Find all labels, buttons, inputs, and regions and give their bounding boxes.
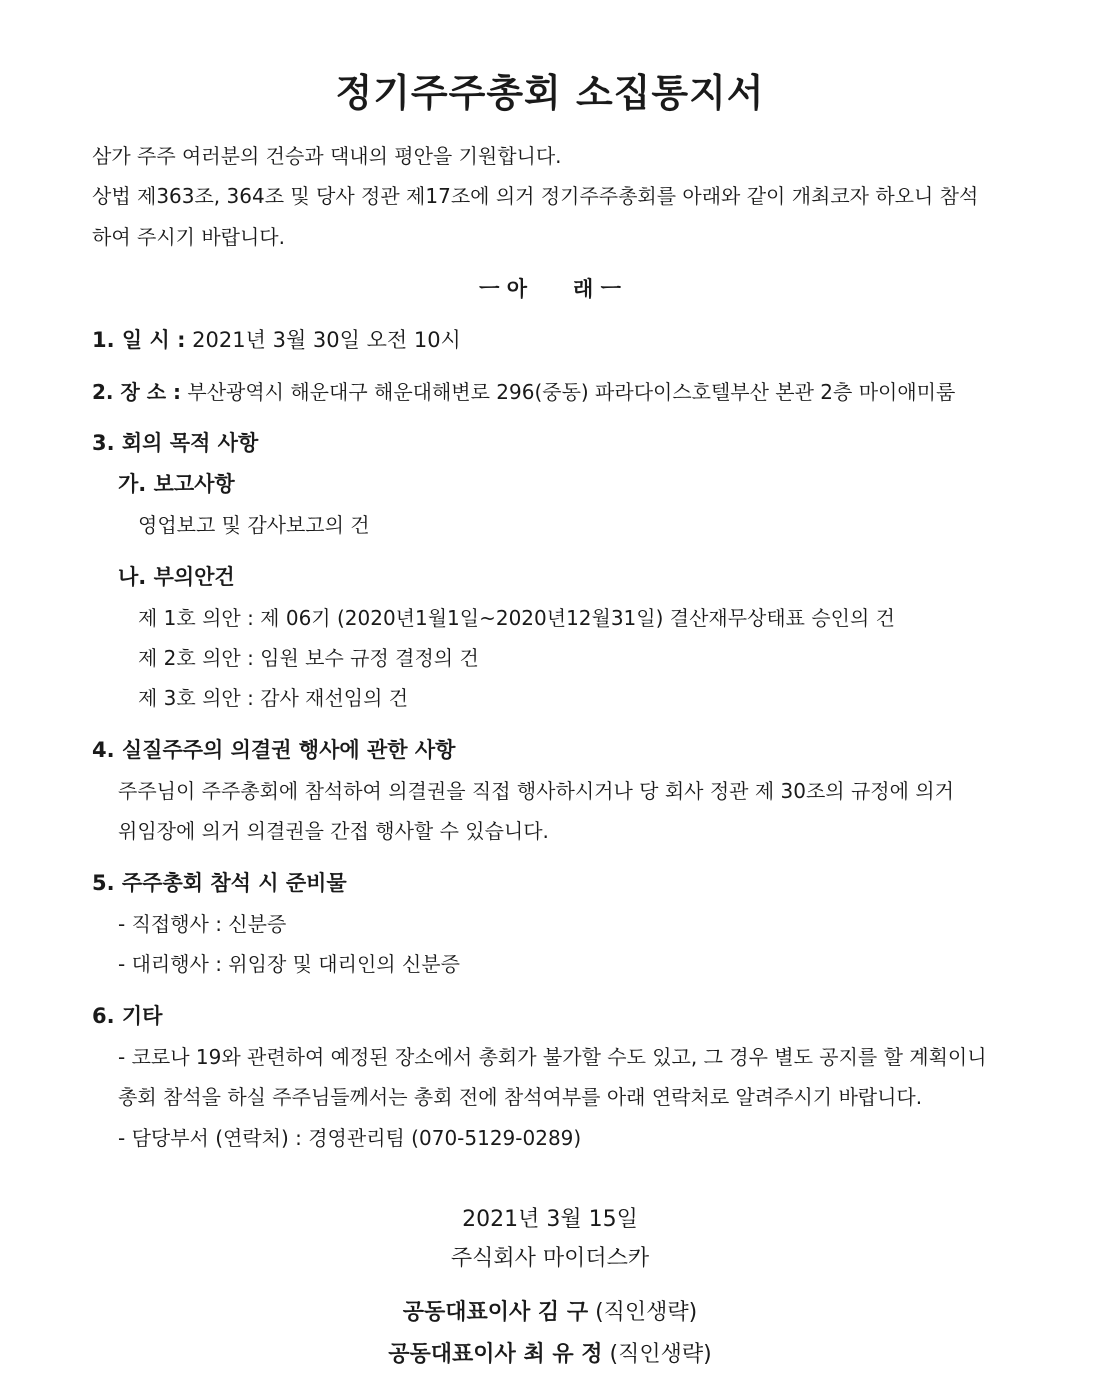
intro-line-2: 상법 제363조, 364조 및 당사 정관 제17조에 의거 정기주주총회를 아래와 같이 개최코자 하오니 참석	[92, 184, 979, 208]
notice-date: 2021년 3월 15일	[462, 1207, 638, 1232]
resolution-item-2: 제 2호 의안 : 임원 보수 규정 결정의 건	[138, 646, 479, 670]
item-datetime-value: 2021년 3월 30일 오전 10시	[185, 328, 461, 352]
item-datetime-label: 1. 일 시 :	[92, 328, 186, 352]
signer-2-name: 공동대표이사 최 유 정	[388, 1342, 603, 1367]
signer-1-name: 공동대표이사 김 구	[402, 1300, 589, 1325]
prep-line-1: - 직접행사 : 신분증	[118, 912, 287, 936]
resolution-item-3: 제 3호 의안 : 감사 재선임의 건	[138, 686, 409, 710]
item-venue	[92, 382, 955, 402]
item-agenda-heading: 3. 회의 목적 사항	[92, 431, 259, 455]
resolution-heading: 나. 부의안건	[118, 565, 235, 589]
document-title: 정기주주총회 소집통지서	[335, 71, 765, 115]
below-marker	[0, 279, 1100, 300]
etc-line-3: - 담당부서 (연락처) : 경영관리팀 (070-5129-0289)	[118, 1126, 582, 1150]
item-venue-label: 2. 장 소 :	[92, 380, 182, 404]
etc-line-1: - 코로나 19와 관련하여 예정된 장소에서 총회가 불가할 수도 있고, 그 경우 별도 공지를 할 계획이니	[118, 1045, 987, 1069]
signer-2	[0, 1344, 1100, 1366]
signer-1	[0, 1302, 1100, 1324]
item-datetime	[92, 330, 461, 351]
etc-line-2: 총회 참석을 하실 주주님들께서는 총회 전에 참석여부를 아래 연락처로 알려주시기 바랍니다.	[118, 1085, 923, 1109]
item-etc-heading: 6. 기타	[92, 1004, 163, 1028]
signer-2-note: (직인생략)	[602, 1342, 712, 1367]
voting-line-1: 주주님이 주주총회에 참석하여 의결권을 직접 행사하시거나 당 회사 정관 제 30조의 규정에 의거	[118, 779, 954, 803]
below-marker-right: 래 ㅡ	[573, 277, 621, 301]
below-marker-left: ㅡ 아	[479, 277, 527, 301]
item-venue-value: 부산광역시 해운대구 해운대해변로 296(중동) 파라다이스호텔부산 본관 2층 마이애미룸	[181, 380, 956, 404]
item-voting-heading: 4. 실질주주의 의결권 행사에 관한 사항	[92, 738, 456, 762]
intro-line-1: 삼가 주주 여러분의 건승과 댁내의 평안을 기원합니다.	[92, 144, 562, 168]
report-text: 영업보고 및 감사보고의 건	[138, 513, 370, 537]
voting-line-2: 위임장에 의거 의결권을 간접 행사할 수 있습니다.	[118, 819, 549, 843]
company-name: 주식회사 마이더스카	[450, 1246, 650, 1271]
prep-line-2: - 대리행사 : 위임장 및 대리인의 신분증	[118, 952, 460, 976]
report-heading: 가. 보고사항	[118, 472, 235, 496]
resolution-item-1: 제 1호 의안 : 제 06기 (2020년1월1일~2020년12월31일) 결산재무상태표 승인의 건	[138, 606, 895, 630]
item-prep-heading: 5. 주주총회 참석 시 준비물	[92, 871, 347, 895]
signer-1-note: (직인생략)	[588, 1300, 698, 1325]
intro-line-3: 하여 주시기 바랍니다.	[92, 225, 285, 249]
